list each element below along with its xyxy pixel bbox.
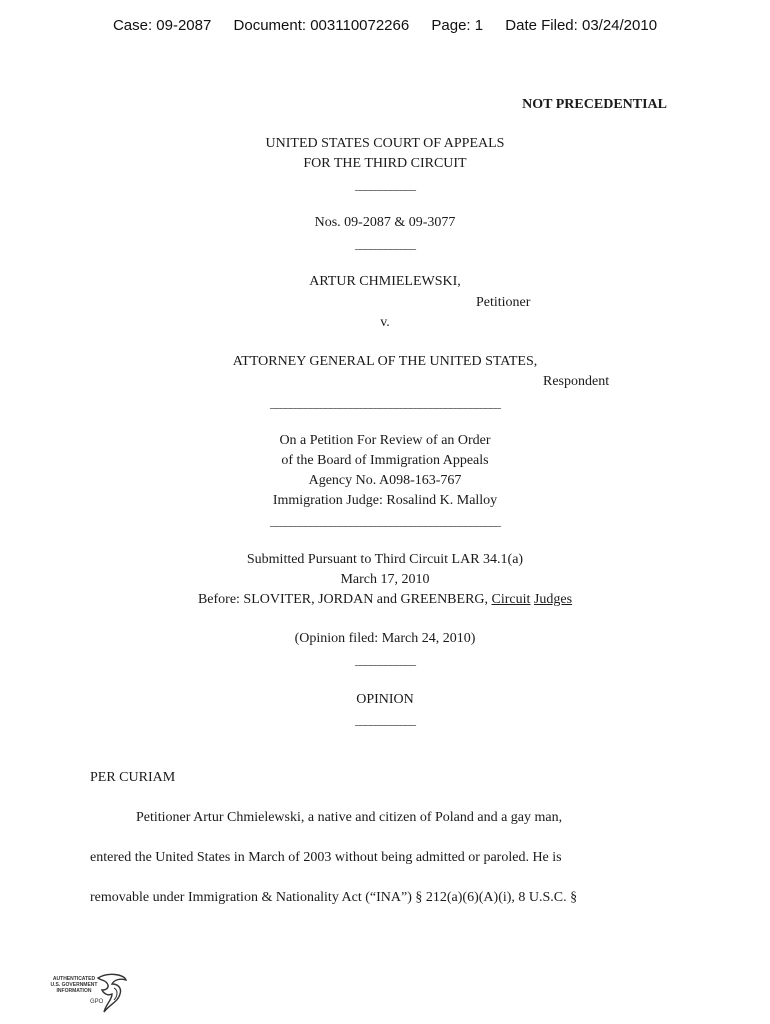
court-name-line1: UNITED STATES COURT OF APPEALS xyxy=(265,136,505,151)
divider: ____________ xyxy=(355,653,415,667)
gpo-badge-text: AUTHENTICATED U.S. GOVERNMENT INFORMATION xyxy=(50,976,98,994)
body-line: removable under Immigration & Nationality Act (“INA”) § 212(a)(6)(A)(i), 8 U.S.C. § xyxy=(90,890,578,905)
immigration-judge: Immigration Judge: Rosalind K. Malloy xyxy=(272,493,498,508)
versus: v. xyxy=(380,315,390,330)
divider: ____________ xyxy=(355,713,415,727)
review-line1: On a Petition For Review of an Order xyxy=(279,433,491,448)
case-number: Case: 09-2087 xyxy=(112,17,212,34)
agency-number: Agency No. A098-163-767 xyxy=(308,473,462,488)
precedential-designation: NOT PRECEDENTIAL xyxy=(522,97,667,112)
petitioner-name: ARTUR CHMIELEWSKI, xyxy=(309,274,461,289)
divider: ______________________________________________ xyxy=(270,514,500,528)
filing-header xyxy=(0,17,770,34)
petitioner-role: Petitioner xyxy=(476,295,531,310)
per-curiam-heading: PER CURIAM xyxy=(90,770,176,785)
body-line: Petitioner Artur Chmielewski, a native and citizen of Poland and a gay man, xyxy=(136,810,563,825)
divider: ____________ xyxy=(355,237,415,251)
opinion-heading: OPINION xyxy=(356,692,414,707)
submission-line: Submitted Pursuant to Third Circuit LAR 34.1(a) xyxy=(246,552,524,567)
document-number: Document: 003110072266 xyxy=(233,17,410,34)
divider: ______________________________________________ xyxy=(270,396,500,410)
submission-date: March 17, 2010 xyxy=(340,572,430,587)
gpo-authentication-badge xyxy=(42,972,132,1020)
court-name-line2: FOR THE THIRD CIRCUIT xyxy=(303,156,467,171)
opinion-filed-date: (Opinion filed: March 24, 2010) xyxy=(294,631,476,646)
eagle-icon xyxy=(94,972,130,1016)
panel-judges: Before: SLOVITER, JORDAN and GREENBERG, xyxy=(197,592,492,607)
respondent-role: Respondent xyxy=(543,374,610,389)
panel-line xyxy=(0,592,770,608)
page-number: Page: 1 xyxy=(431,17,484,34)
gpo-mark: GPO xyxy=(90,999,104,1005)
date-filed: Date Filed: 03/24/2010 xyxy=(505,17,658,34)
review-line2: of the Board of Immigration Appeals xyxy=(281,453,489,468)
judges-word: Judges xyxy=(533,592,573,607)
case-numbers: Nos. 09-2087 & 09-3077 xyxy=(314,215,456,230)
divider: ____________ xyxy=(355,178,415,192)
body-line: entered the United States in March of 2003 without being admitted or paroled. He is xyxy=(90,850,562,865)
respondent-name: ATTORNEY GENERAL OF THE UNITED STATES, xyxy=(232,354,538,369)
circuit-word: Circuit xyxy=(491,592,531,607)
